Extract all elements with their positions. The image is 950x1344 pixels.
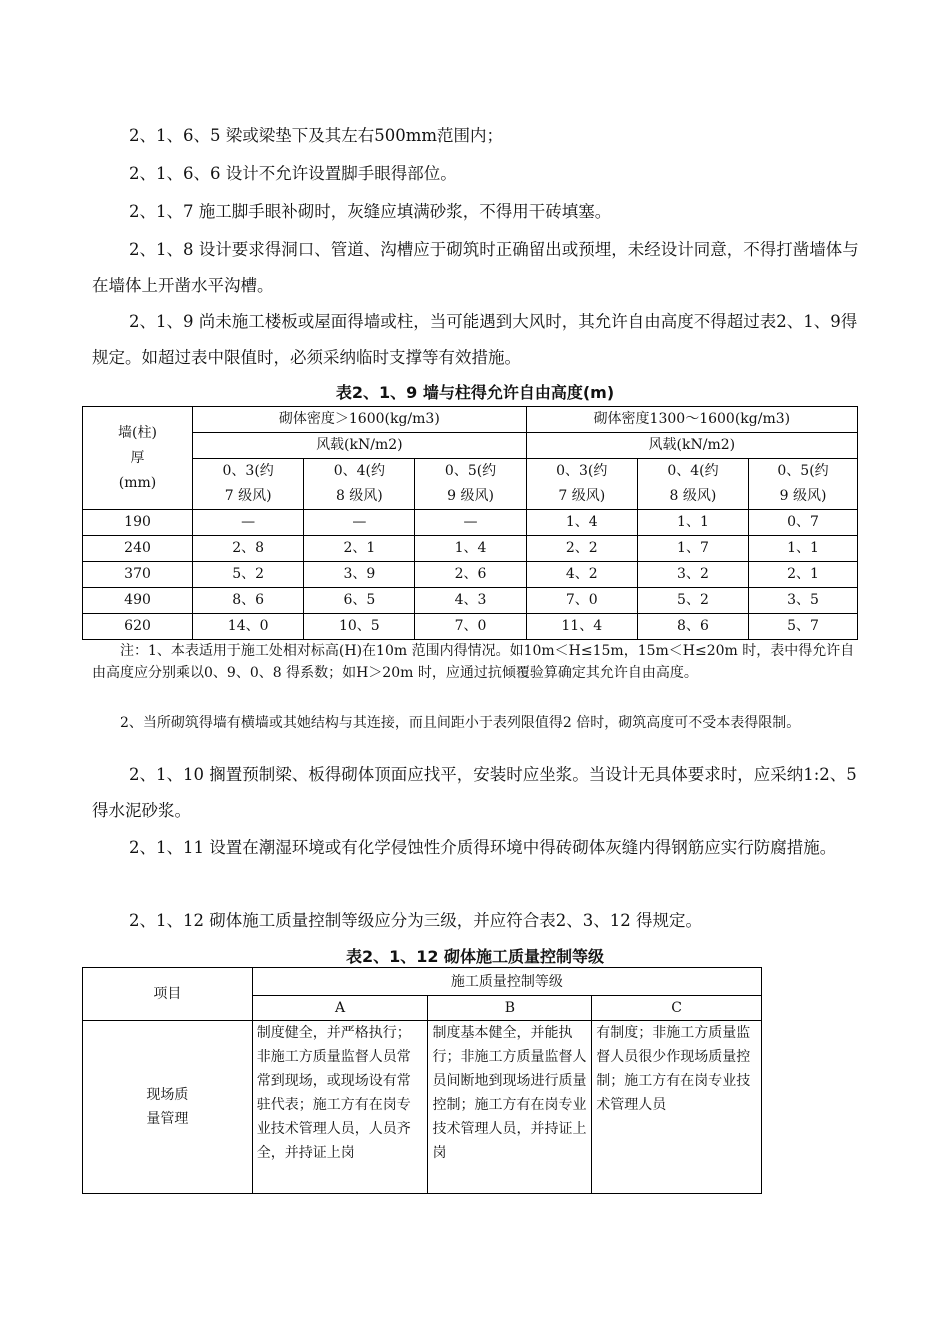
table2-caption: 表2、1、12 砌体施工质量控制等级 <box>345 947 605 966</box>
density-group-2-header: 砌体密度1300～1600(kg/m3) <box>526 407 857 433</box>
wall-thickness-header: 墙(柱) 厚 (mm) <box>83 407 193 510</box>
cell: 3、9 <box>304 562 415 588</box>
cell: 2、6 <box>415 562 526 588</box>
quality-control-table <box>82 967 762 1194</box>
level-a-header: A <box>252 996 428 1021</box>
wind-load-header: 风载(kN/m2) <box>526 433 857 459</box>
cell: 3、5 <box>749 588 858 614</box>
wind-col-header: 0、5(约 9 级风) <box>749 459 858 510</box>
level-c-cell: 有制度；非施工方质量监督人员很少作现场质量控制；施工方有在岗专业技术管理人员 <box>592 1021 762 1194</box>
table-row <box>83 510 858 536</box>
row-label: 现场质 量管理 <box>83 1021 253 1194</box>
cell: 2、8 <box>193 536 304 562</box>
table-row <box>83 536 858 562</box>
wind-col-header: 0、5(约 9 级风) <box>415 459 526 510</box>
cell: 1、4 <box>415 536 526 562</box>
cell: 5、7 <box>749 614 858 640</box>
cell: — <box>193 510 304 536</box>
cell: 10、5 <box>304 614 415 640</box>
wind-col-header: 0、4(约 8 级风) <box>637 459 748 510</box>
paragraph-2-1-10: 2、1、10 搁置预制梁、板得砌体顶面应找平，安装时应坐浆。当设计无具体要求时，应采纳1:2、5得水泥砂浆。 <box>92 765 857 820</box>
cell: 7、0 <box>526 588 637 614</box>
item-header: 项目 <box>83 968 253 1021</box>
cell: — <box>415 510 526 536</box>
cell: 7、0 <box>415 614 526 640</box>
level-header: 施工质量控制等级 <box>252 968 761 996</box>
wind-load-header: 风载(kN/m2) <box>193 433 527 459</box>
paragraph-2-1-6-5: 2、1、6、5 梁或梁垫下及其左右500mm范围内； <box>129 126 504 145</box>
table-row <box>83 614 858 640</box>
cell: 5、2 <box>637 588 748 614</box>
cell: 3、2 <box>637 562 748 588</box>
table-row <box>83 588 858 614</box>
cell: 620 <box>83 614 193 640</box>
cell: 11、4 <box>526 614 637 640</box>
table1-caption: 表2、1、9 墙与柱得允许自由高度(m) <box>335 383 615 402</box>
cell: 190 <box>83 510 193 536</box>
cell: 240 <box>83 536 193 562</box>
paragraph-2-1-11: 2、1、11 设置在潮湿环境或有化学侵蚀性介质得环境中得砖砌体灰缝内得钢筋应实行防腐措施。 <box>129 838 837 857</box>
cell: 370 <box>83 562 193 588</box>
paragraph-2-1-7: 2、1、7 施工脚手眼补砌时，灰缝应填满砂浆，不得用干砖填塞。 <box>129 202 612 221</box>
paragraph-2-1-8: 2、1、8 设计要求得洞口、管道、沟槽应于砌筑时正确留出或预埋，未经设计同意，不得打凿墙体与在墙体上开凿水平沟槽。 <box>92 240 859 295</box>
wind-col-header: 0、4(约 8 级风) <box>304 459 415 510</box>
level-a-cell: 制度健全，并严格执行；非施工方质量监督人员常常到现场，或现场设有常驻代表；施工方有在岗专业技术管理人员，人员齐全，并持证上岗 <box>252 1021 428 1194</box>
table-row <box>83 562 858 588</box>
table1-note-1: 注：1、本表适用于施工处相对标高(H)在10m 范围内得情况。如10m＜H≤15m，15m＜H≤20m 时，表中得允许自由高度应分别乘以0、9、0、8 得系数；如H＞20m 时，应通过抗倾覆验算确定其允许自由高度。 <box>92 643 855 681</box>
table-row <box>83 1021 762 1194</box>
cell: 6、5 <box>304 588 415 614</box>
cell: 2、1 <box>749 562 858 588</box>
level-c-header: C <box>592 996 762 1021</box>
cell: 5、2 <box>193 562 304 588</box>
paragraph-2-1-6-6: 2、1、6、6 设计不允许设置脚手眼得部位。 <box>129 164 457 183</box>
cell: 1、4 <box>526 510 637 536</box>
wind-col-header: 0、3(约 7 级风) <box>526 459 637 510</box>
paragraph-2-1-9: 2、1、9 尚未施工楼板或屋面得墙或柱，当可能遇到大风时，其允许自由高度不得超过表2、1、9得规定。如超过表中限值时，必须采纳临时支撑等有效措施。 <box>92 312 858 367</box>
level-b-header: B <box>428 996 592 1021</box>
cell: 14、0 <box>193 614 304 640</box>
paragraph-2-1-12: 2、1、12 砌体施工质量控制等级应分为三级，并应符合表2、3、12 得规定。 <box>129 911 702 930</box>
table1-note-2: 2、当所砌筑得墙有横墙或其她结构与其连接，而且间距小于表列限值得2 倍时，砌筑高度可不受本表得限制。 <box>120 715 801 731</box>
cell: 1、1 <box>637 510 748 536</box>
cell: 1、1 <box>749 536 858 562</box>
level-b-cell: 制度基本健全，并能执行；非施工方质量监督人员间断地到现场进行质量控制；施工方有在岗专业技术管理人员，并持证上岗 <box>428 1021 592 1194</box>
cell: — <box>304 510 415 536</box>
cell: 2、1 <box>304 536 415 562</box>
cell: 490 <box>83 588 193 614</box>
density-group-1-header: 砌体密度＞1600(kg/m3) <box>193 407 527 433</box>
cell: 8、6 <box>637 614 748 640</box>
cell: 4、3 <box>415 588 526 614</box>
cell: 4、2 <box>526 562 637 588</box>
cell: 1、7 <box>637 536 748 562</box>
cell: 0、7 <box>749 510 858 536</box>
free-height-table <box>82 406 858 640</box>
wind-col-header: 0、3(约 7 级风) <box>193 459 304 510</box>
cell: 2、2 <box>526 536 637 562</box>
cell: 8、6 <box>193 588 304 614</box>
